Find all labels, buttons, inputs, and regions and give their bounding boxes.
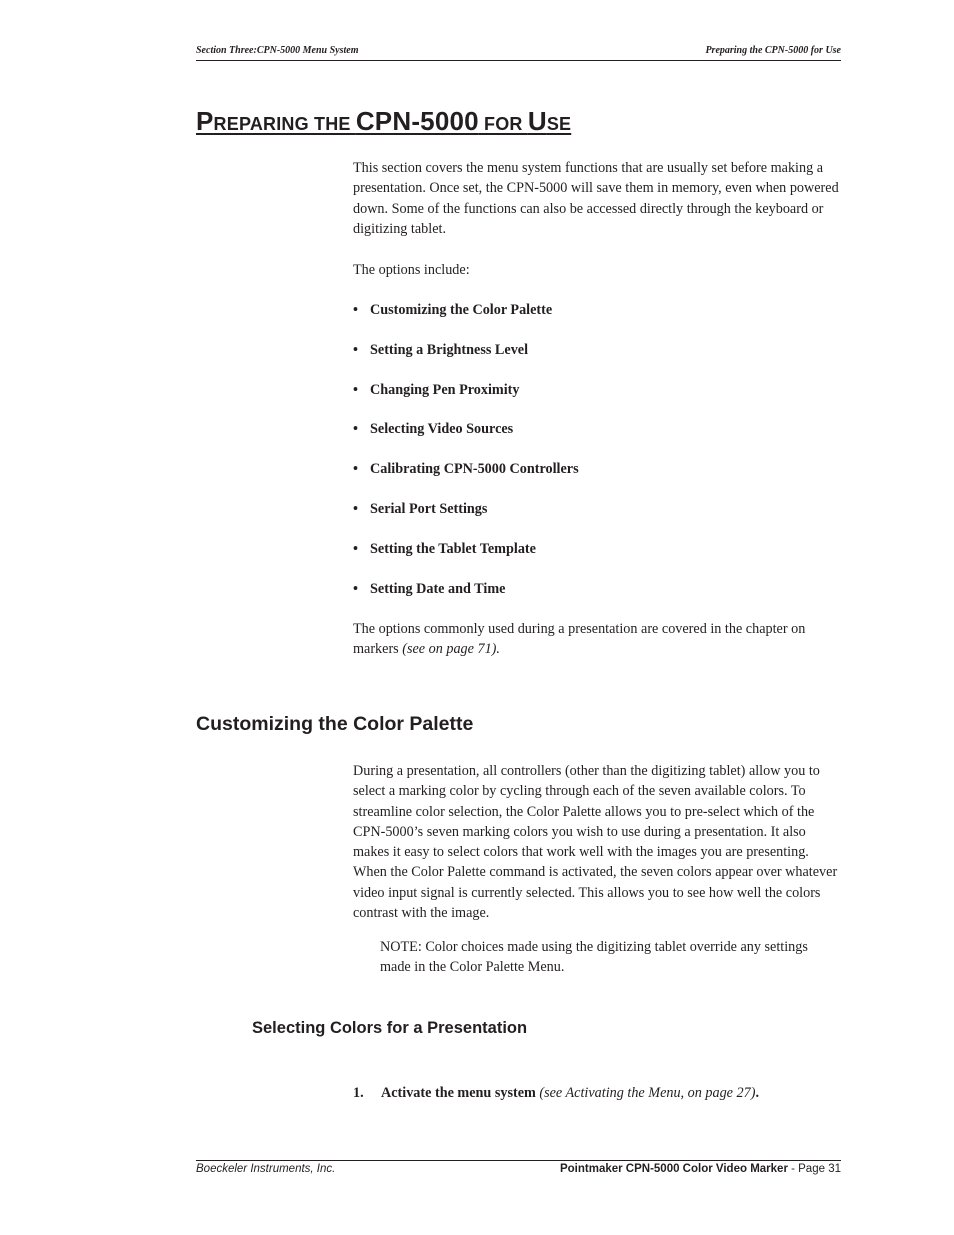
section-heading: Customizing the Color Palette: [196, 713, 474, 735]
page-header: [196, 44, 841, 61]
list-item: • Customizing the Color Palette: [353, 302, 553, 318]
subsection-heading: Selecting Colors for a Presentation: [252, 1019, 528, 1037]
header-section-label: Section Three:CPN-5000 Menu System: [196, 45, 359, 56]
header-chapter-label: Preparing the CPN-5000 for Use: [705, 45, 841, 56]
cross-reference-link[interactable]: (see Activating the Menu, on page 27): [539, 1085, 756, 1101]
list-item: • Changing Pen Proximity: [353, 381, 520, 398]
options-note-paragraph: The options commonly used during a presentation are covered in the chapter on markers (see on page 71).: [353, 621, 806, 658]
intro-paragraph: This section covers the menu system functions that are usually set before making a presentation. Once set, the CPN-5000 will save them in memory, even when powered down. Some of the functions can also be accessed directly through the keyboard or digitizing tablet.: [353, 160, 839, 237]
list-item: • Calibrating CPN-5000 Controllers: [353, 461, 579, 478]
footer-page-info: Pointmaker CPN-5000 Color Video Marker - Page 31: [559, 1163, 841, 1175]
page-footer: [196, 1160, 841, 1179]
note-paragraph: NOTE: Color choices made using the digitizing tablet override any settings made in the Color Palette Menu.: [380, 939, 808, 976]
list-item: • Setting a Brightness Level: [353, 341, 529, 358]
list-item: • Serial Port Settings: [353, 500, 488, 517]
options-list: [353, 300, 833, 618]
list-item: • Setting the Tablet Template: [353, 540, 536, 557]
options-intro: The options include:: [353, 262, 470, 278]
section-paragraph: During a presentation, all controllers (other than the digitizing tablet) allow you to select a marking color by cycling through each of the seven available colors. To streamline color selection, the Color Palette allows you to pre-select which of the CPN-5000’s seven marking colors you wish to use during a presentation. It also makes it easy to select colors that work well with the images you are presenting. When the Color Palette command is activated, the seven colors appear over whatever video input signal is currently selected. This allows you to see how well the colors contrast with the image.: [353, 763, 838, 922]
step-number: 1.: [353, 1085, 364, 1101]
footer-company: Boeckeler Instruments, Inc.: [196, 1163, 336, 1175]
cross-reference-link[interactable]: (see on page 71).: [402, 641, 500, 658]
step-item: 1. Activate the menu system (see Activating the Menu, on page 27).: [353, 1085, 759, 1101]
list-item: • Setting Date and Time: [353, 580, 506, 597]
list-item: • Selecting Video Sources: [353, 421, 514, 438]
page-title: PREPARING THE CPN-5000 FOR USE: [196, 106, 572, 136]
